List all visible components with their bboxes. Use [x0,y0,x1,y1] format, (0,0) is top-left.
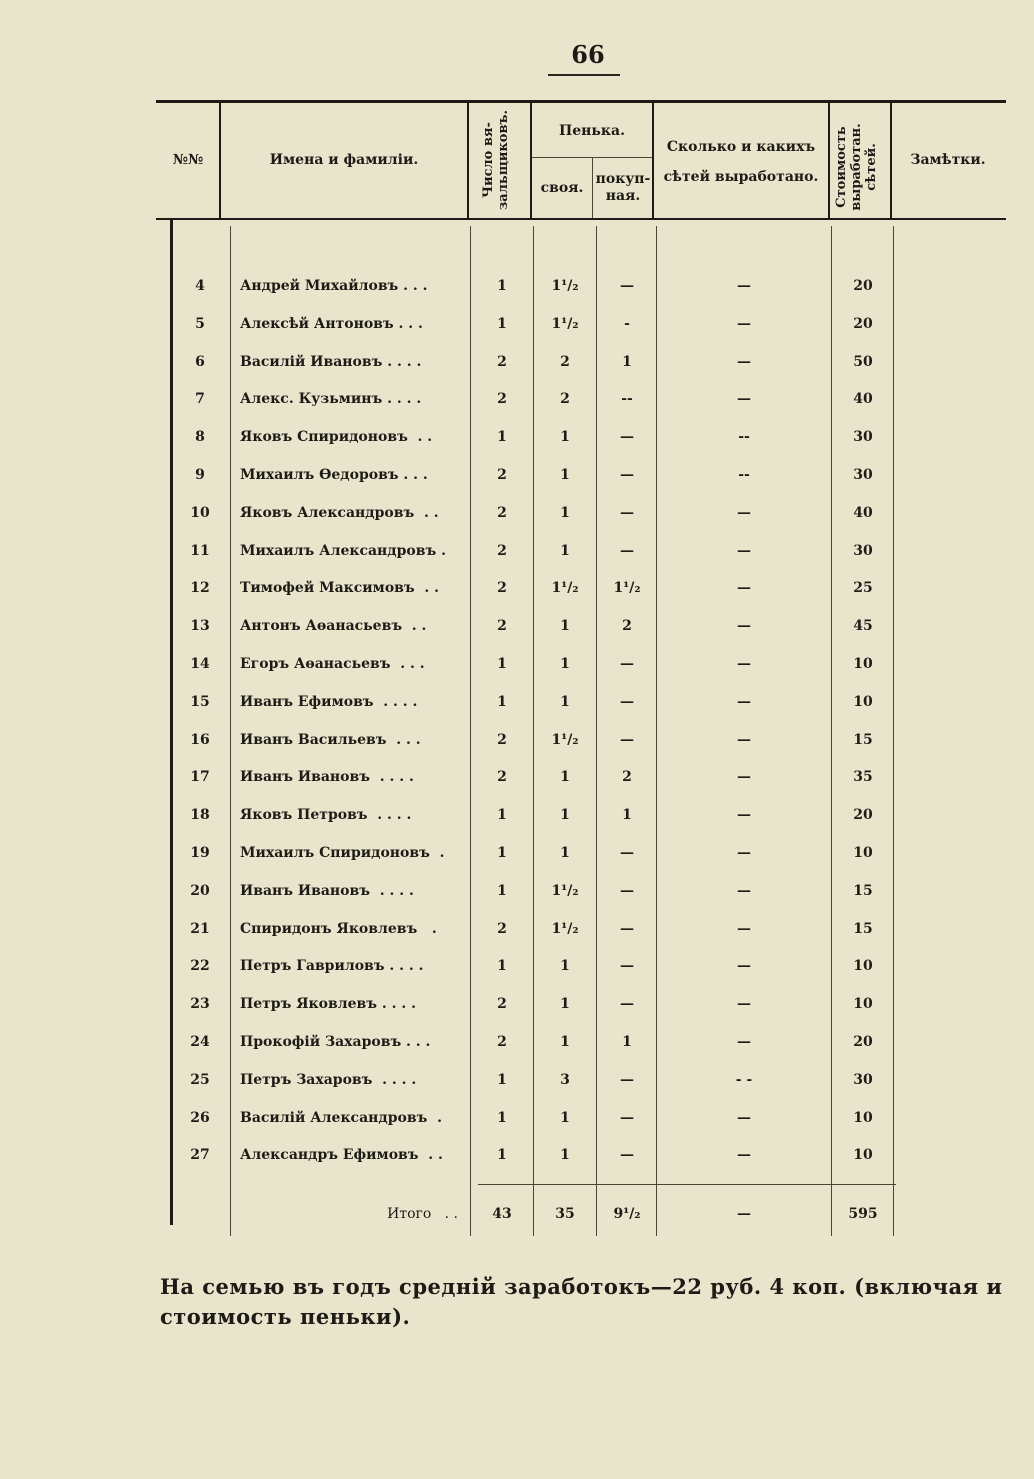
row-name: Василій Ивановъ . . . . [240,353,422,370]
row-name: Спиридонъ Яковлевъ . [240,920,437,937]
row-name: Иванъ Ивановъ . . . . [240,882,414,899]
row-cost: 45 [853,618,873,635]
row-nets: — [737,1109,751,1126]
row-cost: 10 [853,693,873,710]
row-nets: — [737,1034,751,1050]
row-number: 22 [190,958,210,975]
row-cost: 30 [853,467,873,483]
row-number: 18 [190,807,210,824]
row-workers: 2 [497,504,507,521]
row-nets: — [737,731,751,748]
row-hemp-bought: 2 [622,769,632,786]
row-hemp-own: 1¹/₂ [551,920,579,937]
row-nets: — [737,656,751,672]
row-name: Александръ Ефимовъ . . [240,1147,443,1164]
row-number: 6 [195,353,205,370]
row-hemp-bought: — [620,278,634,294]
row-number: 5 [195,315,205,332]
row-workers: 2 [497,769,507,786]
row-workers: 1 [497,1071,507,1088]
row-hemp-own: 1 [560,807,570,824]
row-hemp-own: 1 [560,618,570,635]
body-divider [533,226,534,1236]
row-nets: — [737,278,751,294]
row-name: Петръ Захаровъ . . . . [240,1071,417,1088]
row-hemp-bought: — [620,996,634,1013]
row-number: 25 [190,1071,210,1088]
row-workers: 1 [497,845,507,861]
row-workers: 2 [497,920,507,937]
row-nets: — [737,845,751,861]
page-number: 66 [571,40,605,69]
row-name: Тимофей Максимовъ . . [240,580,440,597]
row-hemp-bought: — [620,920,634,937]
row-hemp-bought: -- [621,391,633,408]
header-hemp-bought: покуп- ная. [595,171,651,204]
row-hemp-own: 1¹/₂ [551,882,579,899]
row-number: 13 [190,618,210,635]
row-cost: 10 [853,996,873,1013]
row-hemp-own: 1 [560,656,570,672]
row-hemp-bought: 2 [622,618,632,635]
row-hemp-own: 3 [560,1071,570,1088]
row-hemp-own: 1 [560,504,570,521]
row-workers: 2 [497,1034,507,1050]
row-number: 9 [195,467,205,483]
row-nets: — [737,580,751,597]
row-hemp-bought: — [620,1147,634,1164]
header-hemp: Пенька. [559,122,625,139]
row-number: 14 [190,656,210,672]
total-nets: — [737,1206,751,1222]
row-hemp-bought: 1¹/₂ [613,580,641,597]
row-number: 4 [195,278,205,294]
row-hemp-bought: 1 [622,1034,632,1050]
row-hemp-bought: — [620,429,634,446]
row-nets: -- [738,429,750,446]
row-workers: 1 [497,1147,507,1164]
row-name: Андрей Михайловъ . . . [240,278,428,294]
total-hemp-bought: 9¹/₂ [613,1206,641,1222]
row-cost: 35 [853,769,873,786]
row-name: Михаилъ Өедоровъ . . . [240,467,428,483]
row-cost: 20 [853,1034,873,1050]
row-hemp-own: 1 [560,429,570,446]
row-workers: 2 [497,580,507,597]
row-hemp-own: 1 [560,996,570,1013]
body-divider [596,226,597,1236]
row-workers: 2 [497,467,507,483]
header-cost: Стоимость выработан. сѣтей. [834,123,879,211]
row-name: Иванъ Ивановъ . . . . [240,769,414,786]
row-name: Яковъ Петровъ . . . . [240,807,412,824]
header-notes: Замѣтки. [910,151,986,168]
row-number: 11 [190,542,210,559]
row-workers: 1 [497,958,507,975]
row-nets: — [737,769,751,786]
row-hemp-bought: 1 [622,353,632,370]
row-number: 27 [190,1147,210,1164]
row-hemp-bought: — [620,542,634,559]
row-nets: — [737,391,751,408]
row-nets: — [737,542,751,559]
total-cost: 595 [848,1206,878,1222]
row-workers: 2 [497,391,507,408]
row-name: Алекс. Кузьминъ . . . . [240,391,422,408]
header-divider [467,103,469,218]
row-cost: 40 [853,391,873,408]
row-number: 15 [190,693,210,710]
table-top-border [156,100,1006,103]
row-cost: 40 [853,504,873,521]
row-nets: — [737,958,751,975]
total-workers: 43 [492,1206,512,1222]
row-hemp-bought: — [620,845,634,861]
row-nets: - - [735,1071,753,1088]
row-cost: 20 [853,278,873,294]
row-name: Михаилъ Александровъ . [240,542,446,559]
row-number: 10 [190,504,210,521]
row-name: Егоръ Аөанасьевъ . . . [240,656,425,672]
row-hemp-own: 1 [560,1109,570,1126]
row-cost: 30 [853,542,873,559]
row-hemp-own: 1¹/₂ [551,731,579,748]
row-number: 12 [190,580,210,597]
row-name: Петръ Яковлевъ . . . . [240,996,416,1013]
row-name: Алексѣй Антоновъ . . . [240,315,423,332]
row-number: 26 [190,1109,210,1126]
row-name: Иванъ Ефимовъ . . . . [240,693,418,710]
row-workers: 2 [497,618,507,635]
row-cost: 20 [853,315,873,332]
header-divider [828,103,830,218]
row-hemp-bought: — [620,731,634,748]
row-hemp-own: 1 [560,693,570,710]
row-nets: — [737,504,751,521]
row-nets: — [737,618,751,635]
row-workers: 2 [497,731,507,748]
row-nets: — [737,807,751,824]
row-hemp-bought: — [620,656,634,672]
header-nets: Сколько и какихъ сѣтей выработано. [663,139,819,185]
row-number: 19 [190,845,210,861]
row-hemp-own: 1 [560,958,570,975]
row-name: Яковъ Александровъ . . [240,504,439,521]
row-name: Прокофій Захаровъ . . . [240,1034,431,1050]
row-hemp-bought: — [620,504,634,521]
header-divider [219,103,221,218]
row-number: 16 [190,731,210,748]
row-nets: — [737,920,751,937]
row-nets: — [737,1147,751,1164]
row-cost: 30 [853,1071,873,1088]
row-hemp-own: 1 [560,467,570,483]
row-workers: 1 [497,882,507,899]
row-number: 20 [190,882,210,899]
row-hemp-bought: — [620,467,634,483]
row-hemp-bought: — [620,1071,634,1088]
header-hemp-own: своя. [540,179,584,196]
row-number: 7 [195,391,205,408]
row-hemp-own: 1¹/₂ [551,580,579,597]
row-workers: 1 [497,278,507,294]
row-name: Михаилъ Спиридоновъ . [240,845,445,861]
row-cost: 10 [853,845,873,861]
row-hemp-own: 1 [560,1147,570,1164]
row-number: 23 [190,996,210,1013]
row-hemp-own: 1¹/₂ [551,278,579,294]
row-workers: 2 [497,542,507,559]
row-hemp-own: 1 [560,542,570,559]
row-hemp-own: 2 [560,391,570,408]
row-hemp-bought: — [620,1109,634,1126]
row-hemp-own: 1¹/₂ [551,315,579,332]
header-num: №№ [172,151,204,168]
row-cost: 10 [853,1109,873,1126]
body-divider [230,226,231,1236]
row-cost: 10 [853,656,873,672]
row-nets: — [737,996,751,1013]
row-hemp-bought: — [620,882,634,899]
row-name: Антонъ Аөанасьевъ . . [240,618,427,635]
total-separator [478,1184,896,1185]
row-nets: — [737,315,751,332]
row-workers: 1 [497,315,507,332]
row-cost: 10 [853,1147,873,1164]
row-nets: -- [738,467,750,483]
footer-text: На семью въ годъ средній заработокъ—22 руб. 4 коп. (включая и стоимость пеньки). [160,1274,1003,1329]
row-cost: 50 [853,353,873,370]
body-divider [831,226,832,1236]
row-nets: — [737,882,751,899]
row-number: 24 [190,1034,210,1050]
row-number: 17 [190,769,210,786]
header-names: Имена и фамиліи. [269,151,419,168]
row-cost: 25 [853,580,873,597]
row-nets: — [737,693,751,710]
row-workers: 1 [497,807,507,824]
row-hemp-own: 1 [560,845,570,861]
row-number: 21 [190,920,210,937]
header-divider [652,103,654,218]
row-cost: 10 [853,958,873,975]
row-cost: 20 [853,807,873,824]
row-hemp-own: 2 [560,353,570,370]
row-hemp-bought: — [620,958,634,975]
header-workers: Число вя- зальщиковъ. [481,110,511,211]
body-divider [656,226,657,1236]
row-name: Яковъ Спиридоновъ . . [240,429,433,446]
row-hemp-bought: 1 [622,807,632,824]
row-cost: 30 [853,429,873,446]
row-hemp-own: 1 [560,1034,570,1050]
row-cost: 15 [853,882,873,899]
row-workers: 2 [497,996,507,1013]
row-nets: — [737,353,751,370]
row-hemp-bought: - [624,315,630,332]
row-name: Петръ Гавриловъ . . . . [240,958,424,975]
total-label: Итого . . [387,1206,458,1222]
row-workers: 1 [497,1109,507,1126]
row-workers: 2 [497,353,507,370]
page-number-rule [548,74,620,76]
total-hemp-own: 35 [555,1206,575,1222]
header-divider [592,158,593,218]
row-cost: 15 [853,731,873,748]
row-workers: 1 [497,656,507,672]
row-cost: 15 [853,920,873,937]
row-hemp-bought: — [620,693,634,710]
row-hemp-own: 1 [560,769,570,786]
row-workers: 1 [497,429,507,446]
body-divider [470,226,471,1236]
row-number: 8 [195,429,205,446]
body-divider [893,226,894,1236]
row-name: Иванъ Васильевъ . . . [240,731,421,748]
row-workers: 1 [497,693,507,710]
row-name: Василій Александровъ . [240,1109,442,1126]
